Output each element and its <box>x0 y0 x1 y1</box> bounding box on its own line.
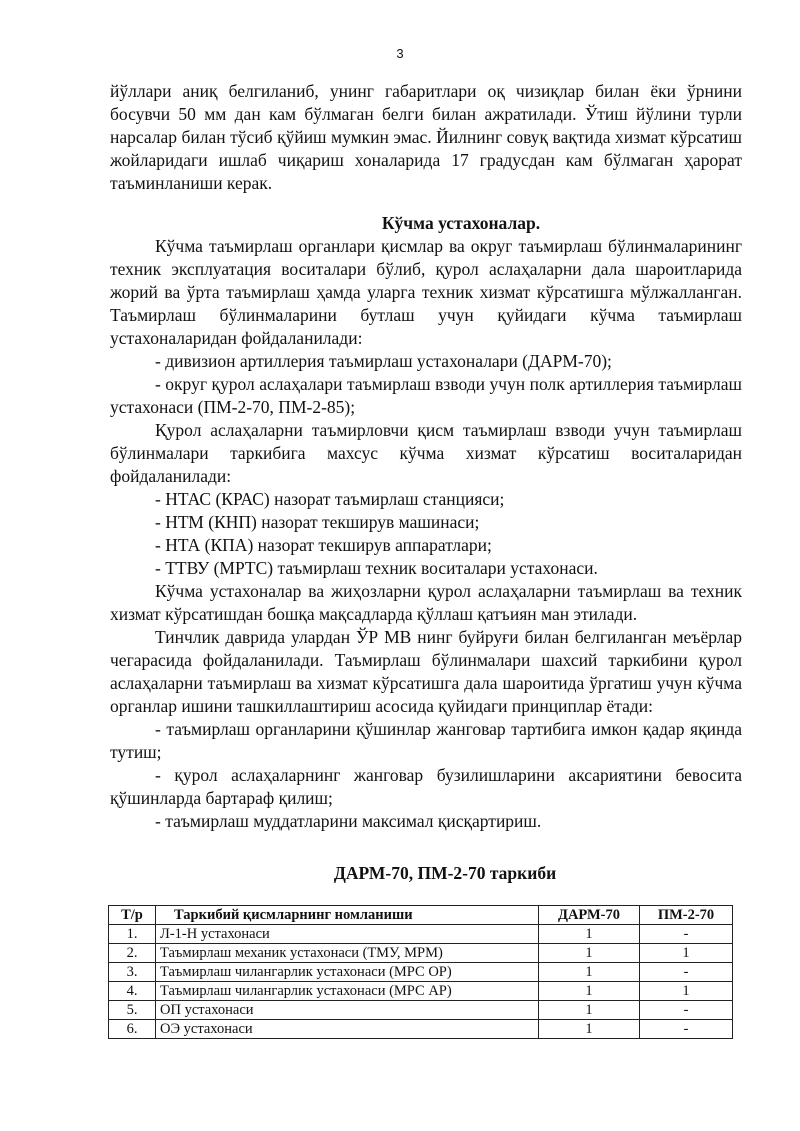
cell-number: 4. <box>109 982 156 1001</box>
list-item: - таъмирлаш органларини қўшинлар жанговар тартибига имкон қадар яқинда тутиш; <box>110 719 742 762</box>
table-row <box>109 1020 733 1039</box>
list-item: - қурол аслаҳаларнинг жанговар бузилишларини аксариятини бевосита қўшинларда бартараф қилиш; <box>110 765 742 808</box>
cell-name: ОЭ устахонаси <box>156 1020 539 1039</box>
cell-number: 1. <box>109 925 156 944</box>
cell-pm: - <box>640 963 733 982</box>
table-row <box>109 982 733 1001</box>
cell-pm: - <box>640 925 733 944</box>
cell-darm: 1 <box>539 925 640 944</box>
cell-darm: 1 <box>539 944 640 963</box>
table-header-row <box>109 906 733 925</box>
cell-darm: 1 <box>539 1020 640 1039</box>
cell-number: 3. <box>109 963 156 982</box>
table-row <box>109 1001 733 1020</box>
list-item: - НТАС (КРАС) назорат таъмирлаш станцияси; <box>155 489 505 509</box>
cell-number: 5. <box>109 1001 156 1020</box>
table-row <box>109 925 733 944</box>
cell-name: Л-1-Н устахонаси <box>156 925 539 944</box>
cell-pm: - <box>640 1020 733 1039</box>
cell-name: Таъмирлаш чилангарлик устахонаси (МРС ОР) <box>156 963 539 982</box>
cell-name: ОП устахонаси <box>156 1001 539 1020</box>
table-row <box>109 963 733 982</box>
paragraph: Тинчлик даврида улардан ЎР МВ нинг буйруғи билан белгиланган меъёрлар чегарасида фойдаланилади. Таъмирлаш бўлинмалари шахсий таркибини қурол аслаҳаларни таъмирлаш ва хизмат кўрсатишга дала шароитида ўргатиш учун кўчма органлар ишини ташкиллаштириш асосида қуйидаги принциплар ётади: <box>110 627 742 716</box>
header-pm: ПМ-2-70 <box>640 906 733 925</box>
list-item: - дивизион артиллерия таъмирлаш устахоналари (ДАРМ-70); <box>155 351 612 371</box>
paragraph: Кўчма таъмирлаш органлари қисмлар ва округ таъмирлаш бўлинмаларининг техник эксплуатация воситалари бўлиб, қурол аслаҳаларни дала шароитларида жорий ва ўрта таъмирлаш ҳамда уларга техник хизмат кўрсатишга мўлжалланган. Таъмирлаш бўлинмаларини бутлаш учун қуйидаги кўчма таъмирлаш устахоналаридан фойдаланилади: <box>110 236 742 348</box>
cell-number: 2. <box>109 944 156 963</box>
cell-pm: - <box>640 1001 733 1020</box>
cell-name: Таъмирлаш чилангарлик устахонаси (МРС АР) <box>156 982 539 1001</box>
list-item: - НТМ (КНП) назорат текширув машинаси; <box>155 512 480 532</box>
body-text <box>110 80 742 833</box>
list-item: - округ қурол аслаҳалари таъмирлаш взводи учун полк артиллерия таъмирлаш устахонаси (ПМ-2-70, ПМ-2-85); <box>110 374 742 417</box>
header-name: Таркибий қисмларнинг номланиши <box>156 906 539 925</box>
cell-number: 6. <box>109 1020 156 1039</box>
composition-table <box>108 905 733 1039</box>
cell-darm: 1 <box>539 963 640 982</box>
cell-pm: 1 <box>640 944 733 963</box>
cell-darm: 1 <box>539 1001 640 1020</box>
section-heading: Кўчма устахоналар. <box>381 213 541 233</box>
cell-pm: 1 <box>640 982 733 1001</box>
table-row <box>109 944 733 963</box>
paragraph: Қурол аслаҳаларни таъмирловчи қисм таъмирлаш взводи учун таъмирлаш бўлинмалари таркибига махсус кўчма хизмат кўрсатиш воситаларидан фойдаланилади: <box>110 420 742 486</box>
paragraph: Кўчма устахоналар ва жиҳозларни қурол аслаҳаларни таъмирлаш ва техник хизмат кўрсатишдан бошқа мақсадларда қўллаш қатъиян ман этилади. <box>110 581 742 624</box>
page-number: 3 <box>396 46 404 61</box>
paragraph: йўллари аниқ белгиланиб, унинг габаритлари оқ чизиқлар билан ёки ўрнини босувчи 50 мм дан кам бўлмаган белги билан ажратилади. Ўтиш йўлини турли нарсалар билан тўсиб қўйиш мумкин эмас. Йилнинг совуқ вақтида хизмат кўрсатиш жойларидаги ишлаб чиқариш хоналарида 17 градусдан кам бўлмаган ҳарорат таъминланиши керак. <box>110 81 742 193</box>
cell-darm: 1 <box>539 982 640 1001</box>
list-item: - НТА (КПА) назорат текширув аппаратлари; <box>155 535 492 555</box>
list-item: - таъмирлаш муддатларини максимал қисқартириш. <box>155 811 542 831</box>
list-item: - ТТВУ (МРТС) таъмирлаш техник воситалари устахонаси. <box>155 558 598 578</box>
header-darm: ДАРМ-70 <box>539 906 640 925</box>
table-title: ДАРМ-70, ПМ-2-70 таркиби <box>333 863 557 883</box>
cell-name: Таъмирлаш механик устахонаси (ТМУ, МРМ) <box>156 944 539 963</box>
header-number: Т/р <box>109 906 156 925</box>
